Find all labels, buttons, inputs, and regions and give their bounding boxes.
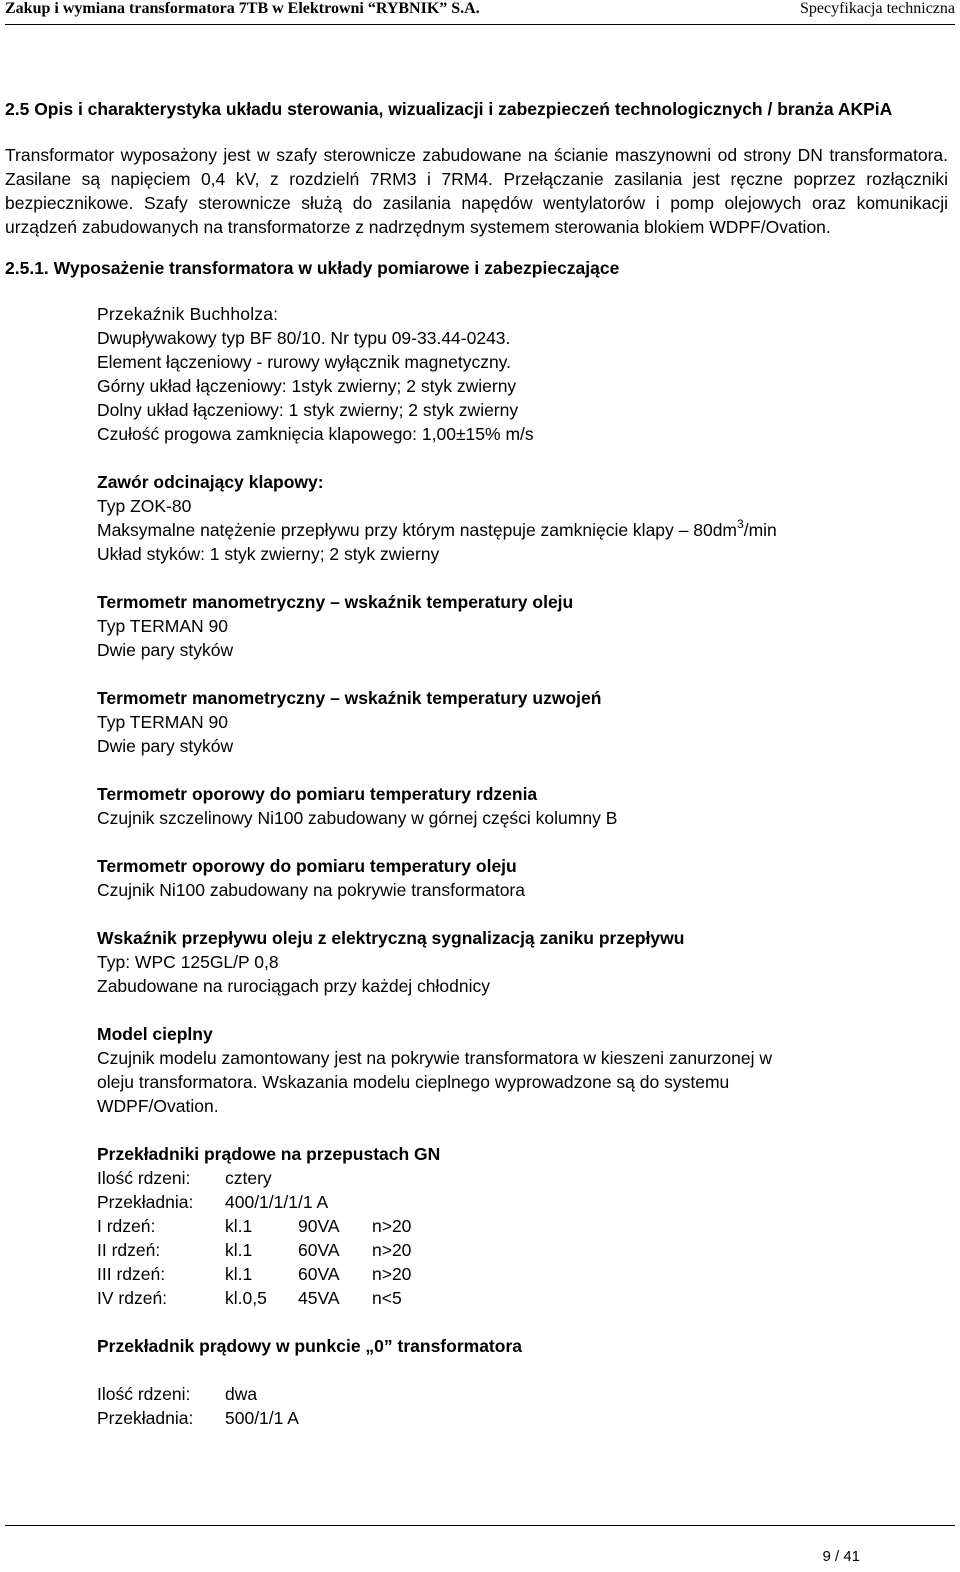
ct-zero-specs: [97, 1382, 299, 1430]
core-name: III rdzeń:: [97, 1264, 166, 1284]
spec-label: Ilość rdzeni:: [97, 1168, 191, 1188]
footer-divider: [5, 1525, 955, 1526]
document-body: [5, 97, 948, 1454]
ct-gn-cores-table: [97, 1214, 411, 1310]
core-factor: n>20: [372, 1240, 412, 1260]
valve-flow-line: [97, 518, 948, 542]
res-core-title: Termometr oporowy do pomiaru temperatury rdzenia: [97, 784, 538, 804]
core-factor: n>20: [372, 1216, 412, 1236]
flow-indicator-title: Wskaźnik przepływu oleju z elektryczną sygnalizacją zaniku przepływu: [97, 928, 685, 948]
core-power: 45VA: [298, 1288, 340, 1308]
thermo-windings-line: Typ TERMAN 90: [97, 712, 228, 732]
core-name: I rdzeń:: [97, 1216, 156, 1236]
section-intro: Transformator wyposażony jest w szafy sterownicze zabudowane na ścianie maszynowni od strony DN transformatora. Zasilane są napięciem 0,4 kV, z rozdzielń 7RM3 i 7RM4. Przełączanie zasilania jest ręczne poprzez rozłączniki bezpiecznikowe. Szafy sterownicze służą do zasilania napędów wentylatorów i pomp olejowych oraz komunikacji urządzeń zabudowanych na transformatorze z nadrzędnym systemem sterowania blokiem WDPF/Ovation.: [5, 145, 948, 237]
valve-flow-text: Maksymalne natężenie przepływu przy którym następuje zamknięcie klapy – 80dm: [97, 520, 738, 540]
thermo-windings-title: Termometr manometryczny – wskaźnik temperatury uzwojeń: [97, 688, 602, 708]
res-core-block: [97, 782, 948, 830]
buchholz-line: Dwupływakowy typ BF 80/10. Nr typu 09-33.44-0243.: [97, 328, 511, 348]
res-oil-title: Termometr oporowy do pomiaru temperatury oleju: [97, 856, 517, 876]
page-number: 9 / 41: [822, 1548, 860, 1565]
valve-block: [97, 470, 948, 566]
ct-zero-block: [97, 1334, 948, 1430]
core-class: kl.1: [225, 1216, 253, 1236]
spec-value: 500/1/1 A: [225, 1408, 299, 1428]
valve-flow-sup: 3: [737, 517, 744, 531]
core-class: kl.1: [225, 1264, 253, 1284]
valve-contacts: Układ styków: 1 styk zwierny; 2 styk zwierny: [97, 544, 440, 564]
buchholz-title: Przekaźnik Buchholza:: [97, 304, 279, 324]
table-row: [97, 1214, 411, 1238]
equipment-list: [5, 302, 948, 1430]
core-class: kl.0,5: [225, 1288, 267, 1308]
spec-label: Ilość rdzeni:: [97, 1384, 191, 1404]
spec-label: Przekładnia:: [97, 1408, 194, 1428]
table-row: [97, 1286, 411, 1310]
thermal-model-line: Czujnik modelu zamontowany jest na pokrywie transformatora w kieszeni zanurzonej w: [97, 1048, 773, 1068]
thermo-oil-block: [97, 590, 948, 662]
core-power: 60VA: [298, 1264, 340, 1284]
core-class: kl.1: [225, 1240, 253, 1260]
spec-row: [97, 1406, 299, 1430]
core-name: IV rdzeń:: [97, 1288, 168, 1308]
buchholz-line: Górny układ łączeniowy: 1styk zwierny; 2 styk zwierny: [97, 376, 517, 396]
section-title: 2.5 Opis i charakterystyka układu sterowania, wizualizacji i zabezpieczeń technologicznych / branża AKPiA: [5, 99, 893, 119]
spec-value: dwa: [225, 1384, 258, 1404]
thermal-model-block: [97, 1022, 948, 1118]
valve-flow-unit: /min: [743, 520, 777, 540]
table-row: [97, 1262, 411, 1286]
thermo-oil-line: Dwie pary styków: [97, 640, 234, 660]
spec-label: Przekładnia:: [97, 1192, 194, 1212]
buchholz-line: Dolny układ łączeniowy: 1 styk zwierny; 2 styk zwierny: [97, 400, 519, 420]
thermal-model-line: WDPF/Ovation.: [97, 1096, 219, 1116]
thermo-oil-title: Termometr manometryczny – wskaźnik temperatury oleju: [97, 592, 574, 612]
core-factor: n<5: [372, 1288, 402, 1308]
thermo-windings-block: [97, 686, 948, 758]
flow-indicator-line: Zabudowane na rurociągach przy każdej chłodnicy: [97, 976, 491, 996]
ct-gn-specs: [97, 1166, 328, 1214]
thermo-windings-line: Dwie pary styków: [97, 736, 234, 756]
res-oil-line: Czujnik Ni100 zabudowany na pokrywie transformatora: [97, 880, 525, 900]
buchholz-block: [97, 302, 948, 446]
res-core-line: Czujnik szczelinowy Ni100 zabudowany w górnej części kolumny B: [97, 808, 618, 828]
flow-indicator-block: [97, 926, 948, 998]
res-oil-block: [97, 854, 948, 902]
core-power: 60VA: [298, 1240, 340, 1260]
core-power: 90VA: [298, 1216, 340, 1236]
valve-title: Zawór odcinający klapowy:: [97, 472, 324, 492]
subsection-title: 2.5.1. Wyposażenie transformatora w układy pomiarowe i zabezpieczające: [5, 258, 620, 278]
ct-gn-block: [97, 1142, 948, 1310]
header-divider: [5, 24, 955, 25]
buchholz-line: Element łączeniowy - rurowy wyłącznik magnetyczny.: [97, 352, 511, 372]
spec-row: [97, 1166, 328, 1190]
buchholz-line: Czułość progowa zamknięcia klapowego: 1,00±15% m/s: [97, 424, 534, 444]
thermo-oil-line: Typ TERMAN 90: [97, 616, 228, 636]
spec-row: [97, 1382, 299, 1406]
header-title: Zakup i wymiana transformatora 7TB w Elektrowni “RYBNIK” S.A.: [5, 0, 480, 17]
table-row: [97, 1238, 411, 1262]
core-factor: n>20: [372, 1264, 412, 1284]
ct-gn-title: Przekładniki prądowe na przepustach GN: [97, 1144, 441, 1164]
spec-value: 400/1/1/1/1 A: [225, 1192, 329, 1212]
ct-zero-title: Przekładnik prądowy w punkcie „0” transformatora: [97, 1336, 522, 1356]
thermal-model-title: Model cieplny: [97, 1024, 213, 1044]
flow-indicator-line: Typ: WPC 125GL/P 0,8: [97, 952, 279, 972]
spec-value: cztery: [225, 1168, 272, 1188]
thermal-model-line: oleju transformatora. Wskazania modelu cieplnego wyprowadzone są do systemu: [97, 1072, 730, 1092]
page-header: [5, 0, 955, 22]
valve-type: Typ ZOK-80: [97, 496, 192, 516]
spec-row: [97, 1190, 328, 1214]
spacer: [97, 1358, 948, 1382]
core-name: II rdzeń:: [97, 1240, 161, 1260]
header-doc-type: Specyfikacja techniczna: [799, 0, 955, 17]
